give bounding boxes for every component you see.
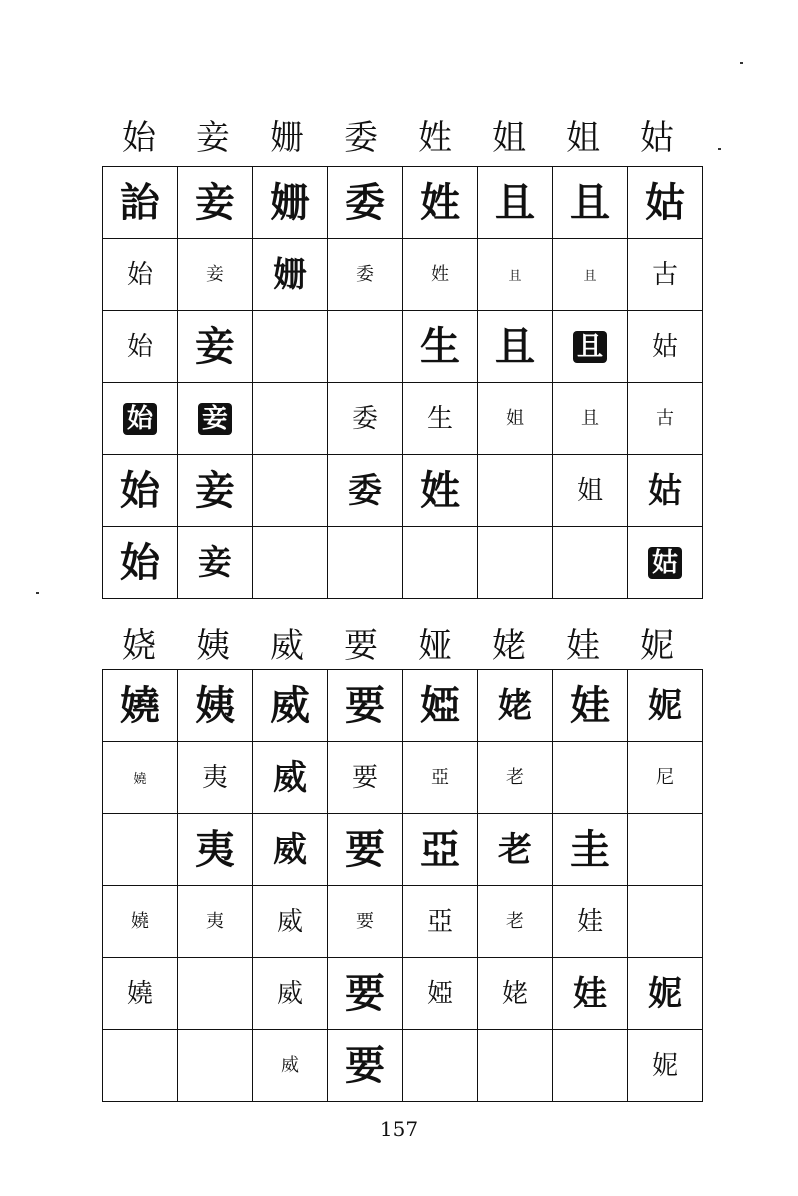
table-cell	[628, 670, 703, 742]
table-cell	[478, 1030, 553, 1102]
table-cell	[103, 239, 178, 311]
table-cell	[178, 527, 253, 599]
glyph-form: 始	[123, 403, 157, 435]
glyph-form: 委	[345, 178, 385, 226]
table-row	[103, 455, 703, 527]
page-number: 157	[379, 1117, 419, 1141]
table-cell	[103, 383, 178, 455]
table-cell	[103, 527, 178, 599]
table-row	[103, 167, 703, 239]
table-cell	[403, 239, 478, 311]
table-cell	[253, 167, 328, 239]
table-cell	[553, 814, 628, 886]
glyph-form: 要	[351, 762, 378, 793]
glyph-form: 威	[276, 906, 303, 937]
column-header: 姓	[418, 118, 452, 158]
glyph-form: 始	[126, 259, 153, 290]
table-cell	[253, 455, 328, 527]
column-header: 姥	[492, 626, 526, 666]
table-cell	[553, 527, 628, 599]
table-row	[103, 1030, 703, 1102]
table-cell	[328, 239, 403, 311]
table-row	[103, 527, 703, 599]
table-cell	[103, 814, 178, 886]
glyph-form: 始	[120, 466, 160, 514]
table-cell	[328, 455, 403, 527]
speck	[718, 148, 721, 150]
glyph-form: 威	[270, 681, 310, 729]
glyph-form: 威	[273, 829, 307, 870]
column-header: 姨	[196, 626, 230, 666]
table-cell	[328, 527, 403, 599]
table-cell	[103, 1030, 178, 1102]
column-header: 姐	[492, 118, 526, 158]
table-cell	[328, 814, 403, 886]
table-cell	[253, 311, 328, 383]
table-cell	[178, 1030, 253, 1102]
glyph-form: 老	[506, 767, 524, 788]
table-cell	[328, 383, 403, 455]
glyph-form: 生	[426, 403, 453, 434]
column-header: 娆	[122, 626, 156, 666]
glyph-form: 妾	[195, 178, 235, 226]
table-cell	[478, 886, 553, 958]
glyph-form: 婭	[420, 681, 460, 729]
table-cell	[253, 742, 328, 814]
glyph-form: 姗	[270, 178, 310, 226]
glyph-form: 嬈	[131, 911, 149, 932]
table-cell	[328, 958, 403, 1030]
table-row	[103, 958, 703, 1030]
glyph-form: 委	[356, 264, 374, 285]
table-cell	[103, 670, 178, 742]
glyph-form: 姓	[420, 178, 460, 226]
table-cell	[478, 239, 553, 311]
glyph-form: 古	[651, 259, 678, 290]
glyph-form: 亞	[426, 906, 453, 937]
speck	[36, 592, 39, 594]
table-row	[103, 239, 703, 311]
glyph-form: 姗	[273, 254, 307, 295]
column-header: 姐	[566, 118, 600, 158]
table-row	[103, 670, 703, 742]
column-header: 要	[344, 626, 378, 666]
table-cell	[553, 167, 628, 239]
glyph-form: 且	[583, 269, 597, 284]
glyph-form: 妾	[206, 264, 224, 285]
column-header: 委	[344, 118, 378, 158]
table-cell	[478, 742, 553, 814]
glyph-form: 要	[345, 825, 385, 873]
table-cell	[253, 1030, 328, 1102]
table-cell	[253, 383, 328, 455]
table-cell	[103, 167, 178, 239]
table-cell	[553, 886, 628, 958]
table-cell	[628, 167, 703, 239]
glyph-form: 妾	[195, 466, 235, 514]
glyph-form: 始	[120, 538, 160, 586]
table-cell	[628, 311, 703, 383]
glyph-form: 尼	[656, 767, 674, 788]
table-cell	[478, 527, 553, 599]
table-cell	[103, 886, 178, 958]
column-header: 始	[122, 118, 156, 158]
column-header: 姑	[640, 118, 674, 158]
glyph-form: 委	[351, 403, 378, 434]
table-row	[103, 814, 703, 886]
glyph-form: 姥	[498, 685, 532, 726]
glyph-form: 且	[508, 269, 522, 284]
table-cell	[403, 742, 478, 814]
table-cell	[178, 311, 253, 383]
table-cell	[328, 886, 403, 958]
table-cell	[403, 670, 478, 742]
glyph-form: 妾	[198, 542, 232, 583]
table-cell	[403, 886, 478, 958]
table-cell	[553, 1030, 628, 1102]
glyph-form: 要	[345, 969, 385, 1017]
glyph-form: 始	[126, 331, 153, 362]
glyph-form: 詒	[120, 178, 160, 226]
table-cell	[553, 383, 628, 455]
table-cell	[628, 814, 703, 886]
table-cell	[553, 670, 628, 742]
table-cell	[403, 1030, 478, 1102]
table-cell	[178, 742, 253, 814]
table-cell	[628, 742, 703, 814]
table-cell	[403, 311, 478, 383]
glyph-form: 姑	[648, 470, 682, 511]
glyph-form: 要	[345, 681, 385, 729]
glyph-form: 妾	[195, 322, 235, 370]
table-cell	[178, 670, 253, 742]
table-cell	[553, 958, 628, 1030]
table-cell	[178, 958, 253, 1030]
glyph-form: 且	[495, 178, 535, 226]
glyph-form: 且	[570, 178, 610, 226]
glyph-form: 妾	[198, 403, 232, 435]
glyph-form: 委	[348, 470, 382, 511]
glyph-form: 老	[506, 911, 524, 932]
table-cell	[628, 527, 703, 599]
glyph-form: 威	[276, 978, 303, 1009]
column-header: 娅	[418, 626, 452, 666]
table-row	[103, 742, 703, 814]
table-cell	[478, 958, 553, 1030]
section-1-character-table	[102, 166, 703, 599]
glyph-form: 古	[656, 408, 674, 429]
column-header: 姗	[270, 118, 304, 158]
table-cell	[628, 1030, 703, 1102]
section-2-character-table	[102, 669, 703, 1102]
table-row	[103, 311, 703, 383]
glyph-form: 娃	[576, 906, 603, 937]
table-cell	[553, 742, 628, 814]
glyph-form: 姓	[420, 466, 460, 514]
glyph-form: 姑	[651, 331, 678, 362]
table-cell	[628, 239, 703, 311]
table-cell	[553, 311, 628, 383]
column-header: 娃	[566, 626, 600, 666]
table-cell	[253, 239, 328, 311]
glyph-form: 嬈	[133, 772, 147, 787]
glyph-form: 姥	[501, 978, 528, 1009]
glyph-form: 夷	[195, 825, 235, 873]
table-cell	[478, 455, 553, 527]
glyph-form: 姨	[195, 681, 235, 729]
table-cell	[403, 383, 478, 455]
glyph-form: 妮	[648, 685, 682, 726]
table-cell	[403, 455, 478, 527]
table-cell	[178, 383, 253, 455]
glyph-form: 且	[573, 331, 607, 363]
table-cell	[628, 455, 703, 527]
table-cell	[403, 167, 478, 239]
table-cell	[253, 886, 328, 958]
table-cell	[178, 886, 253, 958]
glyph-form: 妮	[648, 973, 682, 1014]
table-row	[103, 886, 703, 958]
glyph-form: 姑	[648, 547, 682, 579]
section-1-header	[102, 118, 694, 158]
table-cell	[403, 527, 478, 599]
glyph-form: 威	[281, 1055, 299, 1076]
glyph-form: 姐	[506, 408, 524, 429]
table-cell	[328, 167, 403, 239]
table-cell	[478, 167, 553, 239]
table-cell	[628, 886, 703, 958]
table-cell	[103, 742, 178, 814]
table-cell	[478, 670, 553, 742]
glyph-form: 娃	[573, 973, 607, 1014]
table-cell	[178, 455, 253, 527]
table-cell	[178, 167, 253, 239]
table-cell	[628, 958, 703, 1030]
glyph-form: 亞	[431, 767, 449, 788]
glyph-form: 老	[498, 829, 532, 870]
table-cell	[478, 814, 553, 886]
glyph-form: 嬈	[126, 978, 153, 1009]
table-cell	[178, 814, 253, 886]
table-cell	[553, 455, 628, 527]
table-cell	[628, 383, 703, 455]
section-2-header	[102, 626, 694, 666]
glyph-form: 婭	[426, 978, 453, 1009]
table-cell	[328, 742, 403, 814]
table-cell	[253, 958, 328, 1030]
glyph-form: 要	[356, 911, 374, 932]
table-cell	[103, 958, 178, 1030]
table-cell	[253, 527, 328, 599]
glyph-form: 且	[581, 408, 599, 429]
table-cell	[478, 383, 553, 455]
glyph-form: 姓	[431, 264, 449, 285]
table-cell	[403, 814, 478, 886]
table-cell	[553, 239, 628, 311]
column-header: 妾	[196, 118, 230, 158]
glyph-form: 生	[420, 322, 460, 370]
table-cell	[478, 311, 553, 383]
glyph-form: 威	[273, 757, 307, 798]
glyph-form: 娃	[570, 681, 610, 729]
glyph-form: 亞	[420, 825, 460, 873]
table-cell	[328, 670, 403, 742]
glyph-form: 姑	[645, 178, 685, 226]
glyph-form: 要	[345, 1041, 385, 1089]
glyph-form: 夷	[206, 911, 224, 932]
glyph-form: 圭	[570, 825, 610, 873]
glyph-form: 夷	[201, 762, 228, 793]
table-cell	[253, 670, 328, 742]
table-cell	[328, 311, 403, 383]
column-header: 妮	[640, 626, 674, 666]
table-cell	[103, 455, 178, 527]
speck	[740, 62, 743, 64]
table-cell	[253, 814, 328, 886]
glyph-form: 妮	[651, 1050, 678, 1081]
table-cell	[328, 1030, 403, 1102]
table-cell	[103, 311, 178, 383]
glyph-form: 嬈	[120, 681, 160, 729]
table-row	[103, 383, 703, 455]
column-header: 威	[270, 626, 304, 666]
glyph-form: 且	[495, 322, 535, 370]
table-cell	[403, 958, 478, 1030]
glyph-form: 姐	[576, 475, 603, 506]
table-cell	[178, 239, 253, 311]
